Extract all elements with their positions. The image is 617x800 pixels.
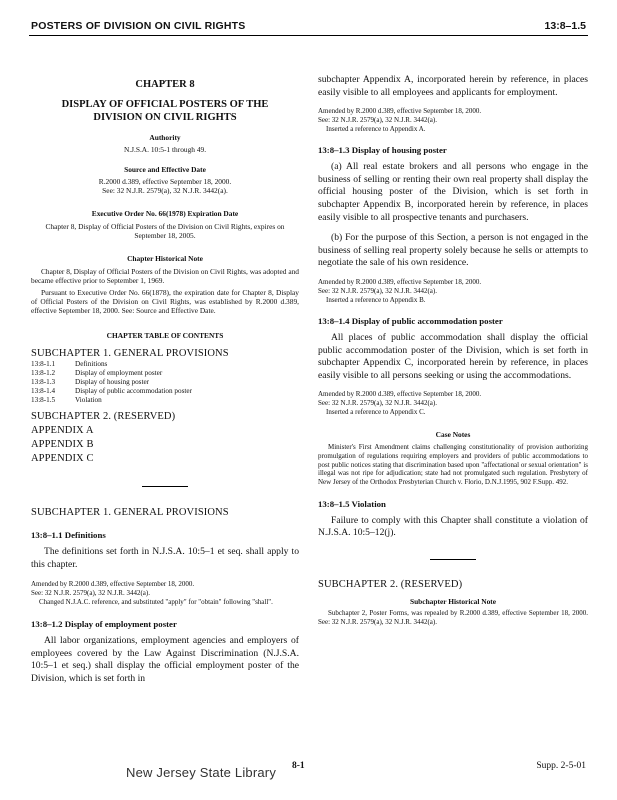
left-column bbox=[31, 44, 299, 686]
section-divider bbox=[142, 486, 188, 487]
authority-heading: Authority bbox=[149, 133, 181, 142]
section-13-8-1-2-text: All labor organizations, employment agencies and employers of employees covered by the Law Against Discrimination (N.J.S.A. 10:5–1 et seq.) shall display the official employment poster of the Division, which is set forth in bbox=[31, 635, 299, 684]
s14-amend-3: Inserted a reference to Appendix C. bbox=[326, 408, 426, 417]
toc-num: 13:8-1.5 bbox=[31, 396, 56, 404]
section-13-8-1-5-text: Failure to comply with this Chapter shall constitute a violation of N.J.S.A. 10:5–12(j). bbox=[318, 514, 588, 539]
toc-appendix-a: APPENDIX A bbox=[31, 425, 94, 436]
toc-appendix-c: APPENDIX C bbox=[31, 453, 94, 464]
s12-amend-1: Amended by R.2000 d.389, effective September 18, 2000. bbox=[318, 107, 482, 116]
toc-row[interactable] bbox=[31, 378, 192, 387]
section-13-8-1-4-heading: 13:8–1.4 Display of public accommodation poster bbox=[318, 315, 503, 326]
toc-heading: CHAPTER TABLE OF CONTENTS bbox=[106, 331, 224, 340]
source-heading: Source and Effective Date bbox=[124, 165, 206, 174]
toc-title: Violation bbox=[75, 396, 102, 404]
case-notes-heading: Case Notes bbox=[435, 430, 471, 440]
section-13-8-1-1-text: The definitions set forth in N.J.S.A. 10:5–1 et seq. shall apply to this chapter. bbox=[31, 546, 299, 570]
section-13-8-1-3-a: (a) All real estate brokers and all persons who engage in the business of selling or renting their own real property shall display the official housing poster of the Division, which is set forth in subchapter Appendix B, incorporated herein by reference, in places easily visible to all prospective tenants and purchasers. bbox=[318, 161, 588, 223]
toc-row[interactable] bbox=[31, 369, 192, 378]
toc-num: 13:8-1.2 bbox=[31, 369, 56, 377]
s13-amend-1: Amended by R.2000 d.389, effective September 18, 2000. bbox=[318, 277, 482, 286]
chapter-title: DISPLAY OF OFFICIAL POSTERS OF THE DIVISION ON CIVIL RIGHTS bbox=[61, 99, 269, 123]
s14-amend-1: Amended by R.2000 d.389, effective September 18, 2000. bbox=[318, 390, 482, 399]
header-rule bbox=[29, 35, 588, 36]
source-line-2: See: 32 N.J.R. 2579(a), 32 N.J.R. 3442(a). bbox=[102, 186, 228, 195]
toc-row[interactable] bbox=[31, 360, 192, 369]
toc-title: Definitions bbox=[75, 360, 108, 368]
toc-num: 13:8-1.1 bbox=[31, 360, 56, 368]
header-section: 13:8–1.5 bbox=[544, 20, 586, 32]
toc-subchapter-2: SUBCHAPTER 2. (RESERVED) bbox=[31, 411, 176, 422]
s13-amend-2: See: 32 N.J.R. 2579(a), 32 N.J.R. 3442(a). bbox=[318, 286, 437, 295]
toc-row[interactable] bbox=[31, 387, 192, 396]
page-number: 8-1 bbox=[292, 761, 305, 771]
toc-subchapter-1: SUBCHAPTER 1. GENERAL PROVISIONS bbox=[31, 348, 229, 359]
exec-order-heading: Executive Order No. 66(1978) Expiration Date bbox=[91, 209, 239, 218]
case-notes-text: Minister's First Amendment claims challenging constitutionality of provision authorizing promulgation of regulations requiring employers and providers of public accommodations to post public notices stating that discrimination based upon "affectational or sexual orientation" is illegal was not ripe for adjudication; state had not promulgated such regulation. Presbytery of New Jersey of the Orthodox Presbyterian Church v. Florio, D.N.J.1995, 902 F.Supp. 492. bbox=[318, 443, 588, 487]
toc-title: Display of employment poster bbox=[75, 369, 163, 377]
toc-table bbox=[31, 360, 192, 405]
source-line-1: R.2000 d.389, effective September 18, 2000. bbox=[98, 177, 232, 186]
section-13-8-1-2-heading: 13:8–1.2 Display of employment poster bbox=[31, 619, 177, 630]
s13-amend-3: Inserted a reference to Appendix B. bbox=[326, 295, 426, 304]
s14-amend-2: See: 32 N.J.R. 2579(a), 32 N.J.R. 3442(a). bbox=[318, 399, 437, 408]
supplement-date: Supp. 2-5-01 bbox=[536, 761, 586, 771]
chapter-number: CHAPTER 8 bbox=[135, 79, 195, 90]
s11-amend-3: Changed N.J.A.C. reference, and substituted "apply" for "obtain" following "shall". bbox=[39, 598, 273, 607]
toc-title: Display of public accommodation poster bbox=[75, 387, 192, 395]
toc-appendix-b: APPENDIX B bbox=[31, 439, 94, 450]
section-13-8-1-2-continued: subchapter Appendix A, incorporated herein by reference, in places easily visible to all employees and applicants for employment. bbox=[318, 74, 588, 98]
toc-title: Display of housing poster bbox=[75, 378, 150, 386]
section-13-8-1-3-heading: 13:8–1.3 Display of housing poster bbox=[318, 145, 447, 156]
s11-amend-1: Amended by R.2000 d.389, effective September 18, 2000. bbox=[31, 580, 195, 589]
sub2-historical-heading: Subchapter Historical Note bbox=[409, 597, 497, 607]
historical-note-2: Pursuant to Executive Order No. 66(1878), the expiration date for Chapter 8, Display of Official Posters of the Division on Civil Rights, was established by R.2000 d.389, effective September 18, 2000. See: Source and Effective Date. bbox=[31, 288, 299, 315]
subchapter-2-title: SUBCHAPTER 2. (RESERVED) bbox=[318, 579, 463, 591]
section-13-8-1-3-b: (b) For the purpose of this Section, a person is not engaged in the business of selling real property solely because he sells or attempts to negotiate the sale of his own residence. bbox=[318, 232, 588, 269]
s11-amend-2: See: 32 N.J.R. 2579(a), 32 N.J.R. 3442(a). bbox=[31, 589, 150, 598]
toc-num: 13:8-1.4 bbox=[31, 387, 56, 395]
section-13-8-1-1-heading: 13:8–1.1 Definitions bbox=[31, 530, 106, 540]
toc-row[interactable] bbox=[31, 396, 192, 405]
sub2-historical-text: Subchapter 2, Poster Forms, was repealed by R.2000 d.389, effective September 18, 2000. See: 32 N.J.R. 2579(a), 32 N.J.R. 3442(a). bbox=[318, 609, 588, 627]
historical-note-heading: Chapter Historical Note bbox=[127, 254, 203, 263]
header-title: POSTERS OF DIVISION ON CIVIL RIGHTS bbox=[31, 20, 246, 32]
section-13-8-1-4-text: All places of public accommodation shall display the official public accommodation poster of the Division, which is set forth in subchapter Appendix C, incorporated herein by reference, in places easily visible to all persons seeking or using the accommodations. bbox=[318, 331, 588, 381]
section-13-8-1-5-heading: 13:8–1.5 Violation bbox=[318, 498, 386, 509]
s12-amend-2: See: 32 N.J.R. 2579(a), 32 N.J.R. 3442(a). bbox=[318, 116, 437, 125]
section-divider-2 bbox=[430, 559, 476, 560]
right-column bbox=[318, 44, 588, 627]
s12-amend-3: Inserted a reference to Appendix A. bbox=[326, 125, 426, 134]
running-header bbox=[29, 20, 588, 36]
historical-note-1: Chapter 8, Display of Official Posters of the Division on Civil Rights, was adopted and became effective prior to September 1, 1969. bbox=[31, 267, 299, 285]
subchapter-1-title: SUBCHAPTER 1. GENERAL PROVISIONS bbox=[31, 507, 229, 518]
exec-order-text: Chapter 8, Display of Official Posters of the Division on Civil Rights, expires on September 18, 2005. bbox=[45, 222, 285, 240]
toc-num: 13:8-1.3 bbox=[31, 378, 56, 386]
authority-text: N.J.S.A. 10:5-1 through 49. bbox=[123, 145, 207, 154]
library-watermark: New Jersey State Library bbox=[126, 765, 277, 780]
